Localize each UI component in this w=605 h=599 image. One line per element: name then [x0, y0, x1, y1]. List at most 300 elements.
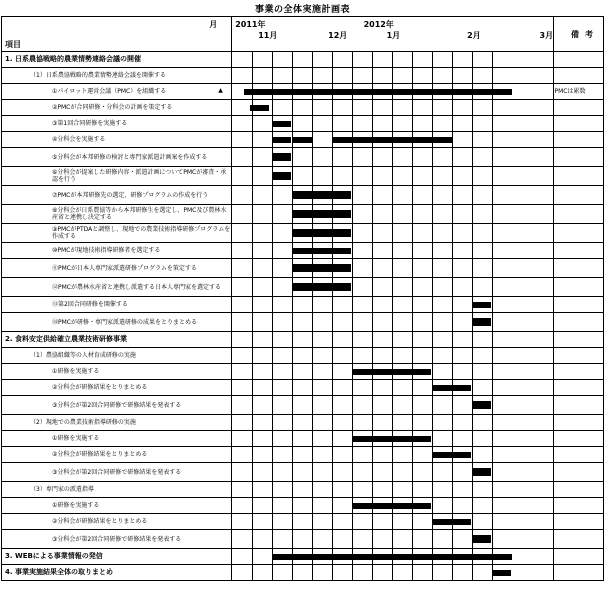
week-gridline [312, 514, 313, 529]
remarks-cell [554, 364, 604, 380]
schedule-bar [273, 153, 291, 161]
week-gridline [352, 259, 353, 277]
week-gridline [392, 482, 393, 497]
remarks-cell [554, 224, 604, 243]
week-gridline [252, 116, 253, 131]
week-gridline [332, 100, 333, 115]
week-gridline [312, 68, 313, 83]
week-gridline [472, 132, 473, 147]
section-heading [2, 565, 232, 581]
schedule-row [2, 167, 604, 186]
task-label [2, 84, 232, 100]
schedule-row [2, 380, 604, 396]
week-gridline [392, 565, 393, 580]
week-gridline [452, 463, 453, 481]
row-label-text: ⑤分科会が本邦研修の検討と専門家派遣計画案を作成する [52, 153, 208, 161]
header-row [2, 17, 604, 52]
week-gridline [252, 68, 253, 83]
schedule-bar [293, 137, 312, 143]
week-gridline [492, 205, 493, 223]
week-gridline [412, 313, 413, 331]
week-gridline [472, 415, 473, 430]
timeline-cell [232, 447, 554, 463]
row-label-text: ①研修を実施する [52, 435, 100, 442]
week-gridline [272, 380, 273, 395]
subsection-heading [2, 482, 232, 498]
schedule-row [2, 52, 604, 68]
week-gridline [252, 167, 253, 185]
schedule-bar [473, 302, 491, 308]
week-gridline [372, 482, 373, 497]
week-gridline [472, 498, 473, 513]
timeline-cell [232, 463, 554, 482]
schedule-bar [293, 248, 351, 254]
month-header-mar [490, 17, 554, 52]
week-gridline [372, 186, 373, 204]
schedule-row [2, 431, 604, 447]
week-gridline [252, 52, 253, 67]
remarks-cell [554, 463, 604, 482]
week-gridline [412, 514, 413, 529]
week-gridline [392, 100, 393, 115]
week-gridline [352, 348, 353, 363]
timeline-cell [232, 380, 554, 396]
week-gridline [372, 514, 373, 529]
week-gridline [472, 431, 473, 446]
week-gridline [372, 396, 373, 414]
week-gridline [372, 297, 373, 312]
schedule-row [2, 84, 604, 100]
task-label [2, 380, 232, 396]
week-gridline [432, 100, 433, 115]
week-gridline [252, 447, 253, 462]
week-gridline [492, 482, 493, 497]
week-gridline [352, 205, 353, 223]
week-gridline [372, 415, 373, 430]
schedule-row [2, 482, 604, 498]
week-gridline [432, 243, 433, 258]
week-gridline [292, 380, 293, 395]
week-gridline [252, 498, 253, 513]
week-gridline [492, 186, 493, 204]
week-gridline [352, 313, 353, 331]
gantt-sheet [1, 16, 604, 581]
week-gridline [332, 396, 333, 414]
week-gridline [392, 530, 393, 548]
month-header-feb [425, 17, 489, 52]
week-gridline [352, 447, 353, 462]
week-gridline [312, 415, 313, 430]
week-gridline [252, 463, 253, 481]
row-label-text: ⑪PMCが日本人専門家派遣研修プログラムを策定する [52, 264, 197, 272]
week-gridline [252, 205, 253, 223]
schedule-bar [473, 535, 491, 543]
task-label [2, 186, 232, 205]
week-gridline [372, 463, 373, 481]
week-gridline [392, 186, 393, 204]
week-gridline [252, 415, 253, 430]
week-gridline [252, 364, 253, 379]
week-gridline [272, 186, 273, 204]
week-gridline [352, 415, 353, 430]
week-gridline [332, 52, 333, 67]
week-gridline [452, 52, 453, 67]
week-gridline [272, 313, 273, 331]
week-gridline [412, 297, 413, 312]
task-label [2, 259, 232, 278]
week-gridline [352, 68, 353, 83]
week-gridline [412, 396, 413, 414]
remarks-cell [554, 297, 604, 313]
timeline-cell [232, 313, 554, 332]
schedule-row [2, 243, 604, 259]
week-gridline [472, 447, 473, 462]
timeline-cell [232, 549, 554, 565]
timeline-cell [218, 84, 554, 100]
week-gridline [432, 396, 433, 414]
document-title: 事業の全体実施計画表 [254, 5, 350, 15]
row-label-text: （1）農協組織等の人材育成研修の実施 [30, 352, 136, 359]
week-gridline [272, 447, 273, 462]
week-gridline [272, 243, 273, 258]
week-gridline [492, 313, 493, 331]
week-gridline [372, 380, 373, 395]
row-label-text: （3）専門家の派遣指導 [30, 486, 94, 493]
week-gridline [412, 205, 413, 223]
week-gridline [272, 224, 273, 242]
week-gridline [392, 259, 393, 277]
week-gridline [392, 278, 393, 296]
schedule-bar [473, 318, 491, 326]
week-gridline [272, 530, 273, 548]
week-gridline [252, 332, 253, 347]
week-gridline [292, 297, 293, 312]
week-gridline [472, 186, 473, 204]
task-label [2, 514, 232, 530]
week-gridline [452, 348, 453, 363]
week-gridline [352, 52, 353, 67]
week-gridline [472, 52, 473, 67]
remarks-cell [554, 348, 604, 364]
remarks-cell [554, 100, 604, 116]
week-gridline [332, 463, 333, 481]
week-gridline [292, 530, 293, 548]
week-gridline [432, 148, 433, 166]
timeline-cell [232, 52, 554, 68]
week-gridline [412, 243, 413, 258]
week-gridline [452, 205, 453, 223]
week-gridline [432, 167, 433, 185]
week-gridline [392, 415, 393, 430]
week-gridline [292, 396, 293, 414]
week-gridline [292, 514, 293, 529]
week-gridline [332, 482, 333, 497]
week-gridline [252, 482, 253, 497]
schedule-bar [493, 570, 511, 576]
schedule-row [2, 278, 604, 297]
week-gridline [332, 348, 333, 363]
schedule-bar [353, 503, 431, 509]
row-label-text: 2. 食料安定供給確立農業技術研修事業 [5, 335, 127, 343]
subsection-heading [2, 348, 232, 364]
item-axis-label: 項目 [5, 40, 21, 49]
remarks-cell [554, 243, 604, 259]
schedule-row [2, 148, 604, 167]
week-gridline [392, 463, 393, 481]
week-gridline [412, 100, 413, 115]
week-gridline [492, 100, 493, 115]
schedule-row [2, 132, 604, 148]
week-gridline [372, 148, 373, 166]
week-gridline [452, 431, 453, 446]
week-gridline [252, 259, 253, 277]
week-gridline [332, 116, 333, 131]
timeline-cell [232, 259, 554, 278]
timeline-cell [232, 116, 554, 132]
week-gridline [312, 380, 313, 395]
week-gridline [392, 224, 393, 242]
week-gridline [412, 380, 413, 395]
schedule-row [2, 396, 604, 415]
week-gridline [472, 380, 473, 395]
week-gridline [392, 116, 393, 131]
week-gridline [472, 205, 473, 223]
week-gridline [452, 364, 453, 379]
week-gridline [412, 332, 413, 347]
row-label-text: ⑭PMCが研修・専門家派遣研修の成果をとりまとめる [52, 318, 197, 326]
week-gridline [272, 482, 273, 497]
week-gridline [312, 167, 313, 185]
schedule-bar [433, 519, 471, 525]
week-gridline [292, 415, 293, 430]
week-gridline [452, 565, 453, 580]
task-label [2, 243, 232, 259]
month-label: 2月 [467, 31, 481, 40]
week-gridline [452, 116, 453, 131]
timeline-cell [232, 431, 554, 447]
week-gridline [292, 447, 293, 462]
week-gridline [332, 332, 333, 347]
timeline-cell [232, 100, 554, 116]
week-gridline [292, 68, 293, 83]
schedule-bar [273, 554, 512, 560]
week-gridline [252, 297, 253, 312]
week-gridline [432, 498, 433, 513]
week-gridline [332, 415, 333, 430]
week-gridline [372, 205, 373, 223]
week-gridline [372, 116, 373, 131]
week-gridline [352, 297, 353, 312]
week-gridline [292, 498, 293, 513]
week-gridline [292, 348, 293, 363]
task-label [2, 364, 232, 380]
row-label-text: 3. WEBによる事業情報の発信 [5, 552, 103, 560]
remarks-cell [554, 186, 604, 205]
task-label [2, 530, 232, 549]
week-gridline [312, 431, 313, 446]
row-label-text: ④分科会を実施する [52, 136, 106, 143]
remarks-cell [554, 482, 604, 498]
week-gridline [492, 348, 493, 363]
week-gridline [392, 148, 393, 166]
week-gridline [472, 482, 473, 497]
week-gridline [492, 116, 493, 131]
row-label-text: ⑨PMCがPTDAと調整し、現地での農業技術指導研修プログラムを作成する [52, 226, 231, 240]
week-gridline [492, 514, 493, 529]
row-label-text: ⑬第2回合同研修を開催する [52, 301, 128, 308]
week-gridline [452, 313, 453, 331]
week-gridline [472, 364, 473, 379]
row-label-text: ③分科会が第2回合同研修で研修結果を発表する [52, 535, 182, 543]
timeline-cell [232, 243, 554, 259]
timeline-cell [232, 186, 554, 205]
week-gridline [412, 348, 413, 363]
row-label-text: ⑥分科会が提案した研修内容・派遣計画についてPMCが審査・承認を行う [52, 169, 227, 183]
schedule-row [2, 313, 604, 332]
week-gridline [472, 332, 473, 347]
week-gridline [452, 243, 453, 258]
week-gridline [452, 415, 453, 430]
week-gridline [312, 332, 313, 347]
schedule-bar [473, 401, 491, 409]
week-gridline [312, 100, 313, 115]
week-gridline [272, 415, 273, 430]
row-label-text: ⑦PMCが本邦研修先の選定、研修プログラムの作成を行う [52, 191, 209, 199]
week-gridline [472, 148, 473, 166]
week-gridline [472, 565, 473, 580]
week-gridline [312, 463, 313, 481]
remarks-header: 備考 [554, 17, 604, 52]
remarks-cell [554, 396, 604, 415]
week-gridline [312, 565, 313, 580]
week-gridline [452, 332, 453, 347]
week-gridline [252, 431, 253, 446]
week-gridline [452, 100, 453, 115]
row-label-text: 1. 日系農協戦略的農業情勢連絡会議の開催 [5, 55, 141, 63]
timeline-cell [232, 68, 554, 84]
row-label-text: （2）現地での農業技術指導研修の実施 [30, 419, 136, 426]
week-gridline [392, 205, 393, 223]
week-gridline [392, 348, 393, 363]
week-gridline [272, 100, 273, 115]
week-gridline [252, 348, 253, 363]
subsection-heading [2, 415, 232, 431]
week-gridline [252, 565, 253, 580]
week-gridline [272, 52, 273, 67]
week-gridline [472, 68, 473, 83]
timeline-cell [232, 565, 554, 581]
week-gridline [252, 530, 253, 548]
schedule-row [2, 100, 604, 116]
week-gridline [452, 167, 453, 185]
row-label-text: ②分科会が研修結果をとりまとめる [52, 518, 148, 525]
week-gridline [372, 68, 373, 83]
task-label [2, 313, 232, 332]
week-gridline [272, 259, 273, 277]
year-label: 2012年 [363, 20, 394, 29]
week-gridline [372, 278, 373, 296]
schedule-row [2, 364, 604, 380]
week-gridline [332, 514, 333, 529]
week-gridline [252, 132, 253, 147]
remarks-cell [554, 259, 604, 278]
row-label-text: ①パイロット運営会議（PMC）を組織する [52, 88, 167, 95]
week-gridline [412, 447, 413, 462]
schedule-bar [353, 369, 431, 375]
week-gridline [492, 431, 493, 446]
schedule-table [1, 16, 604, 581]
row-label-text: ③分科会が第2回合同研修で研修結果を発表する [52, 468, 182, 476]
week-gridline [292, 52, 293, 67]
month-axis-label: 月 [209, 20, 218, 29]
week-gridline [272, 364, 273, 379]
week-gridline [392, 68, 393, 83]
week-gridline [352, 243, 353, 258]
remarks-cell [554, 205, 604, 224]
remarks-cell [554, 514, 604, 530]
week-gridline [432, 52, 433, 67]
remarks-cell [554, 332, 604, 348]
week-gridline [452, 530, 453, 548]
schedule-row [2, 530, 604, 549]
task-label [2, 116, 232, 132]
task-label [2, 132, 232, 148]
week-gridline [492, 148, 493, 166]
week-gridline [312, 313, 313, 331]
week-gridline [432, 482, 433, 497]
week-gridline [432, 364, 433, 379]
week-gridline [372, 348, 373, 363]
week-gridline [412, 530, 413, 548]
schedule-row [2, 224, 604, 243]
schedule-bar [293, 210, 351, 218]
week-gridline [452, 132, 453, 147]
week-gridline [432, 463, 433, 481]
row-label-text: （1）日系農協戦略的農業情勢連絡会議を開催する [30, 72, 166, 79]
week-gridline [272, 205, 273, 223]
week-gridline [312, 116, 313, 131]
year-label: 2011年 [235, 20, 266, 29]
week-gridline [332, 297, 333, 312]
remarks-cell [554, 167, 604, 186]
week-gridline [332, 447, 333, 462]
milestone-triangle-icon: ▲ [218, 87, 223, 94]
schedule-bar [244, 89, 512, 95]
week-gridline [412, 186, 413, 204]
week-gridline [492, 380, 493, 395]
week-gridline [292, 100, 293, 115]
schedule-row [2, 116, 604, 132]
timeline-cell [232, 167, 554, 186]
week-gridline [412, 463, 413, 481]
week-gridline [412, 116, 413, 131]
week-gridline [252, 278, 253, 296]
week-gridline [292, 313, 293, 331]
week-gridline [492, 259, 493, 277]
remarks-cell [554, 68, 604, 84]
week-gridline [352, 514, 353, 529]
week-gridline [392, 52, 393, 67]
timeline-cell [232, 332, 554, 348]
week-gridline [352, 332, 353, 347]
remarks-cell [554, 278, 604, 297]
week-gridline [412, 68, 413, 83]
week-gridline [372, 313, 373, 331]
week-gridline [492, 463, 493, 481]
week-gridline [252, 549, 253, 564]
week-gridline [412, 167, 413, 185]
task-label [2, 431, 232, 447]
